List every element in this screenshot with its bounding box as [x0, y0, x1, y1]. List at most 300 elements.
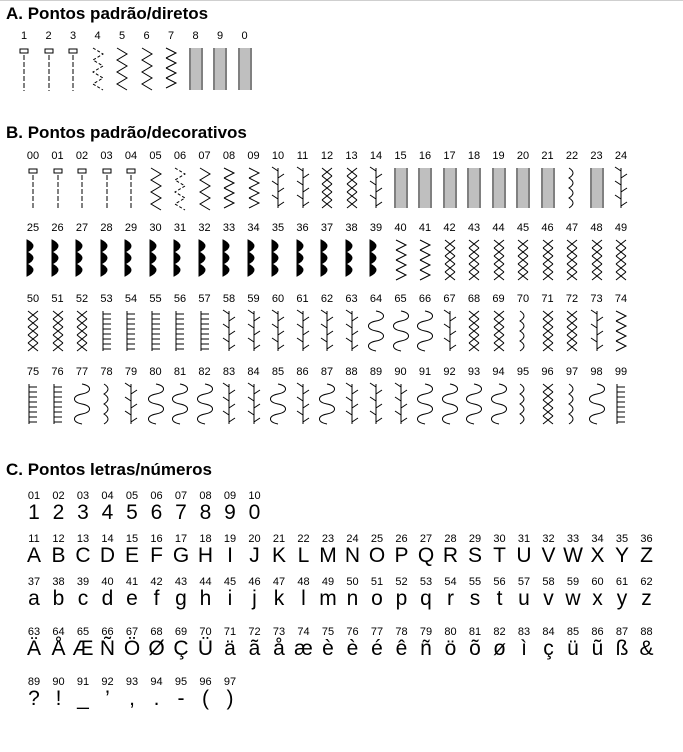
stitch-symbol: [588, 237, 606, 283]
stitch-number-label: 78: [395, 626, 408, 638]
stitch-number-label: 5: [118, 30, 126, 42]
stitch-number-label: 60: [271, 293, 285, 305]
stitch-number-label: 49: [321, 576, 335, 588]
stitch-number-label: 18: [199, 533, 212, 545]
stitch-symbol: [539, 165, 557, 211]
stitch-number-label: 25: [26, 222, 40, 234]
stitch-symbol: [367, 381, 385, 427]
stitch-number-label: 3: [69, 30, 77, 42]
letter-stitch-glyph: u: [518, 587, 530, 610]
letter-stitch-glyph: W: [563, 544, 583, 567]
stitch-number-label: 80: [444, 626, 457, 638]
stitch-number-label: 84: [542, 626, 555, 638]
stitch-number-label: 54: [444, 576, 457, 588]
stitch-number-label: 34: [247, 222, 260, 234]
stitch-number-label: 79: [124, 366, 138, 378]
stitch-number-label: 15: [394, 150, 407, 162]
letter-stitch-glyph: ä: [224, 637, 236, 660]
stitch-number-label: 0: [241, 30, 248, 42]
stitch-symbol: [73, 237, 91, 283]
letter-stitch-glyph: ü: [567, 637, 579, 660]
stitch-number-label: 80: [149, 366, 162, 378]
letter-stitch-glyph: J: [249, 544, 260, 567]
stitch-symbol: [211, 45, 229, 93]
stitch-symbol: [122, 237, 140, 283]
stitch-number-label: 7: [167, 30, 175, 42]
stitch-symbol: [465, 308, 483, 354]
stitch-symbol: [563, 381, 581, 427]
stitch-symbol: [465, 381, 483, 427]
stitch-number-label: 45: [223, 576, 237, 588]
stitch-symbol: [343, 308, 361, 354]
stitch-symbol: [294, 308, 312, 354]
letter-stitch-glyph: m: [319, 587, 337, 610]
stitch-symbol: [196, 308, 214, 354]
stitch-symbol: [147, 165, 165, 211]
stitch-symbol: [220, 237, 238, 283]
stitch-number-label: 06: [150, 490, 163, 502]
stitch-number-label: 87: [615, 626, 629, 638]
stitch-number-label: 56: [493, 576, 506, 588]
letter-stitch-glyph: ): [226, 687, 234, 710]
stitch-number-label: 41: [125, 576, 139, 588]
stitch-symbol: [416, 165, 434, 211]
stitch-number-label: 46: [248, 576, 261, 588]
stitch-number-label: 10: [271, 150, 285, 162]
stitch-symbol: [245, 165, 263, 211]
stitch-number-label: 23: [590, 150, 603, 162]
letter-stitch-glyph: !: [55, 687, 62, 710]
stitch-number-label: 87: [320, 366, 334, 378]
stitch-symbol: [343, 381, 361, 427]
stitch-number-label: 25: [370, 533, 384, 545]
stitch-symbol: [392, 165, 410, 211]
stitch-symbol: [367, 237, 385, 283]
stitch-number-label: 28: [444, 533, 457, 545]
stitch-number-label: 20: [516, 150, 530, 162]
stitch-number-label: 03: [100, 150, 113, 162]
stitch-symbol: [416, 308, 434, 354]
stitch-symbol: [269, 381, 287, 427]
stitch-number-label: 49: [614, 222, 628, 234]
stitch-number-label: 70: [199, 626, 212, 638]
stitch-symbol: [539, 237, 557, 283]
stitch-number-label: 18: [467, 150, 481, 162]
stitch-number-label: 74: [614, 293, 628, 305]
letter-stitch-glyph: ,: [129, 687, 135, 710]
stitch-symbol: [171, 165, 189, 211]
stitch-number-label: 29: [468, 533, 482, 545]
stitch-symbol: [343, 165, 361, 211]
stitch-symbol: [318, 237, 336, 283]
stitch-number-label: 53: [419, 576, 433, 588]
stitch-symbol: [563, 237, 581, 283]
letter-stitch-glyph: g: [175, 587, 187, 610]
stitch-number-label: 92: [443, 366, 456, 378]
stitch-number-label: 59: [247, 293, 260, 305]
stitch-number-label: 35: [271, 222, 285, 234]
stitch-symbol: [245, 381, 263, 427]
letter-stitch-glyph: Ø: [148, 637, 165, 660]
stitch-number-label: 16: [418, 150, 432, 162]
stitch-number-label: 46: [541, 222, 554, 234]
stitch-number-label: 58: [222, 293, 236, 305]
stitch-symbol: [588, 165, 606, 211]
stitch-symbol: [269, 165, 287, 211]
letter-stitch-glyph: ã: [248, 637, 261, 660]
letter-stitch-glyph: D: [99, 544, 116, 567]
stitch-symbol: [392, 381, 410, 427]
letter-stitch-glyph: õ: [469, 637, 481, 660]
stitch-number-label: 88: [345, 366, 358, 378]
stitch-number-label: 30: [149, 222, 162, 234]
letter-stitch-glyph: x: [592, 587, 603, 610]
stitch-symbol: [245, 237, 263, 283]
stitch-symbol: [98, 165, 116, 211]
stitch-symbol: [490, 237, 508, 283]
stitch-number-label: 62: [320, 293, 334, 305]
stitch-symbol: [416, 237, 434, 283]
stitch-number-label: 94: [150, 676, 163, 688]
stitch-number-label: 97: [223, 676, 237, 688]
stitch-number-label: 69: [492, 293, 505, 305]
stitch-number-label: 99: [614, 366, 628, 378]
letter-stitch-glyph: ũ: [591, 637, 604, 660]
letter-stitch-glyph: Ç: [173, 637, 189, 660]
letter-stitch-glyph: a: [28, 587, 40, 610]
letter-stitch-glyph: A: [26, 544, 41, 567]
letter-stitch-glyph: .: [153, 687, 160, 710]
stitch-number-label: 67: [443, 293, 456, 305]
top-divider: [0, 0, 683, 1]
stitch-symbol: [269, 237, 287, 283]
letter-stitch-glyph: å: [273, 637, 285, 660]
letter-stitch-glyph: Y: [614, 544, 629, 567]
section-c-title: C. Pontos letras/números: [6, 460, 212, 479]
stitch-number-label: 33: [566, 533, 580, 545]
stitch-symbol: [196, 381, 214, 427]
stitch-number-label: 31: [173, 222, 187, 234]
stitch-number-label: 96: [541, 366, 554, 378]
stitch-number-label: 13: [76, 533, 90, 545]
stitch-symbol: [539, 381, 557, 427]
stitch-number-label: 65: [76, 626, 90, 638]
stitch-number-label: 77: [75, 366, 89, 378]
letter-stitch-glyph: j: [252, 587, 257, 610]
letter-stitch-glyph: 1: [28, 501, 40, 524]
stitch-symbol: [441, 237, 459, 283]
letter-stitch-glyph: K: [271, 544, 286, 567]
stitch-symbol: [122, 381, 140, 427]
stitch-symbol: [162, 45, 180, 93]
stitch-number-label: 63: [27, 626, 41, 638]
stitch-number-label: 64: [369, 293, 383, 305]
stitch-symbol: [416, 381, 434, 427]
stitch-number-label: 00: [26, 150, 40, 162]
letter-stitch-glyph: c: [77, 587, 89, 610]
stitch-symbol: [171, 381, 189, 427]
stitch-number-label: 52: [395, 576, 408, 588]
stitch-symbol: [15, 45, 33, 93]
stitch-number-label: 83: [222, 366, 236, 378]
letter-stitch-glyph: Æ: [72, 637, 94, 660]
stitch-number-label: 61: [296, 293, 309, 305]
stitch-number-label: 26: [395, 533, 408, 545]
stitch-number-label: 59: [566, 576, 580, 588]
stitch-number-label: 12: [320, 150, 334, 162]
stitch-number-label: 81: [468, 626, 482, 638]
stitch-number-label: 50: [26, 293, 40, 305]
stitch-number-label: 14: [369, 150, 383, 162]
stitch-symbol: [441, 165, 459, 211]
stitch-symbol: [147, 237, 165, 283]
stitch-number-label: 66: [101, 626, 114, 638]
stitch-symbol: [514, 165, 532, 211]
letter-stitch-glyph: e: [126, 587, 138, 610]
letter-stitch-glyph: p: [395, 587, 408, 610]
stitch-number-label: 22: [565, 150, 579, 162]
letter-stitch-glyph: E: [124, 544, 139, 567]
stitch-number-label: 20: [248, 533, 261, 545]
letter-stitch-glyph: B: [51, 544, 66, 567]
letter-stitch-glyph: s: [469, 587, 481, 610]
letter-stitch-glyph: è: [322, 637, 334, 660]
stitch-number-label: 72: [565, 293, 579, 305]
letter-stitch-glyph: S: [467, 544, 482, 567]
letter-stitch-glyph: k: [273, 587, 285, 610]
stitch-number-label: 61: [615, 576, 629, 588]
letter-stitch-glyph: H: [197, 544, 214, 567]
letter-stitch-glyph: _: [77, 687, 89, 710]
stitch-number-label: 69: [174, 626, 188, 638]
stitch-number-label: 77: [370, 626, 384, 638]
letter-stitch-glyph: ø: [493, 637, 506, 660]
letter-stitch-glyph: C: [75, 544, 91, 567]
stitch-number-label: 54: [124, 293, 138, 305]
stitch-symbol: [24, 308, 42, 354]
stitch-number-label: 36: [640, 533, 653, 545]
stitch-symbol: [441, 381, 459, 427]
letter-stitch-glyph: ö: [444, 637, 457, 660]
stitch-symbol: [465, 237, 483, 283]
stitch-symbol: [98, 381, 116, 427]
stitch-symbol: [588, 308, 606, 354]
stitch-number-label: 23: [321, 533, 335, 545]
section-a-title: A. Pontos padrão/diretos: [6, 4, 209, 23]
stitch-number-label: 95: [516, 366, 530, 378]
stitch-number-label: 4: [94, 30, 101, 42]
stitch-number-label: 24: [346, 533, 359, 545]
letter-stitch-glyph: 7: [175, 501, 187, 524]
stitch-number-label: 58: [542, 576, 555, 588]
letter-stitch-glyph: ?: [28, 687, 40, 710]
letter-stitch-glyph: t: [496, 587, 503, 610]
stitch-number-label: 02: [75, 150, 89, 162]
stitch-symbol: [490, 381, 508, 427]
stitch-number-label: 60: [591, 576, 604, 588]
stitch-number-label: 13: [345, 150, 358, 162]
letter-stitch-glyph: F: [150, 544, 163, 567]
stitch-symbol: [147, 308, 165, 354]
stitch-number-label: 81: [173, 366, 187, 378]
stitch-number-label: 11: [296, 150, 309, 162]
stitch-symbol: [563, 308, 581, 354]
letter-stitch-glyph: Z: [640, 544, 653, 567]
stitch-symbol: [122, 165, 140, 211]
stitch-number-label: 34: [591, 533, 604, 545]
stitch-symbol: [147, 381, 165, 427]
stitch-number-label: 2: [45, 30, 52, 42]
letter-stitch-glyph: o: [371, 587, 383, 610]
stitch-number-label: 51: [370, 576, 384, 588]
letter-stitch-glyph: I: [227, 544, 233, 567]
stitch-number-label: 36: [296, 222, 309, 234]
stitch-number-label: 06: [173, 150, 187, 162]
letter-stitch-glyph: 4: [101, 501, 114, 524]
stitch-number-label: 31: [517, 533, 531, 545]
letter-stitch-glyph: ß: [615, 637, 629, 660]
stitch-number-label: 09: [247, 150, 260, 162]
stitch-number-label: 44: [199, 576, 212, 588]
stitch-symbol: [236, 45, 254, 93]
stitch-number-label: 55: [149, 293, 162, 305]
stitch-symbol: [49, 381, 67, 427]
letter-stitch-glyph: P: [394, 544, 409, 567]
letter-stitch-glyph: r: [447, 587, 454, 610]
stitch-number-label: 01: [27, 490, 41, 502]
stitch-number-label: 94: [492, 366, 505, 378]
stitch-number-label: 48: [590, 222, 603, 234]
stitch-number-label: 96: [199, 676, 212, 688]
stitch-symbol: [171, 308, 189, 354]
letter-stitch-glyph: Ñ: [99, 637, 116, 660]
letter-stitch-glyph: d: [101, 587, 114, 610]
stitch-number-label: 42: [443, 222, 456, 234]
letter-stitch-glyph: 2: [52, 501, 65, 524]
stitch-number-label: 47: [565, 222, 579, 234]
stitch-number-label: 44: [492, 222, 505, 234]
letter-stitch-glyph: 5: [126, 501, 138, 524]
stitch-number-label: 39: [369, 222, 383, 234]
stitch-number-label: 88: [640, 626, 653, 638]
stitch-number-label: 38: [52, 576, 65, 588]
stitch-symbol: [73, 381, 91, 427]
stitch-number-label: 74: [297, 626, 310, 638]
stitch-symbol: [612, 165, 630, 211]
stitch-number-label: 85: [271, 366, 285, 378]
stitch-number-label: 27: [75, 222, 89, 234]
letter-stitch-glyph: 9: [224, 501, 236, 524]
stitch-symbol: [220, 308, 238, 354]
stitch-number-label: 07: [174, 490, 188, 502]
stitch-symbol: [318, 381, 336, 427]
stitch-number-label: 68: [150, 626, 163, 638]
stitch-number-label: 91: [76, 676, 90, 688]
stitch-number-label: 37: [27, 576, 41, 588]
stitch-symbol: [490, 165, 508, 211]
stitch-number-label: 24: [614, 150, 628, 162]
stitch-number-label: 53: [100, 293, 113, 305]
stitch-number-label: 57: [517, 576, 531, 588]
stitch-number-label: 63: [345, 293, 358, 305]
letter-stitch-glyph: V: [541, 544, 556, 567]
stitch-number-label: 45: [516, 222, 530, 234]
letter-stitch-glyph: R: [442, 544, 459, 567]
letter-stitch-glyph: U: [516, 544, 532, 567]
stitch-number-label: 19: [492, 150, 505, 162]
stitch-number-label: 51: [51, 293, 64, 305]
letter-stitch-glyph: l: [301, 587, 306, 610]
stitch-symbol: [612, 237, 630, 283]
stitch-symbol: [245, 308, 263, 354]
stitch-number-label: 32: [198, 222, 211, 234]
stitch-symbol: [294, 381, 312, 427]
letter-stitch-glyph: Q: [417, 544, 435, 567]
stitch-number-label: 52: [75, 293, 89, 305]
stitch-number-label: 38: [345, 222, 358, 234]
stitch-number-label: 71: [223, 626, 237, 638]
stitch-number-label: 26: [51, 222, 64, 234]
letter-stitch-glyph: 6: [150, 501, 163, 524]
stitch-number-label: 42: [150, 576, 163, 588]
letter-stitch-glyph: i: [227, 587, 233, 610]
stitch-symbol: [367, 165, 385, 211]
stitch-number-label: 89: [27, 676, 41, 688]
stitch-symbol: [73, 308, 91, 354]
stitch-number-label: 62: [640, 576, 653, 588]
stitch-number-label: 17: [443, 150, 456, 162]
stitch-number-label: 35: [615, 533, 629, 545]
stitch-number-label: 65: [394, 293, 407, 305]
stitch-symbol: [49, 165, 67, 211]
stitch-number-label: 76: [51, 366, 64, 378]
stitch-symbol: [187, 45, 205, 93]
stitch-number-label: 12: [52, 533, 65, 545]
stitch-symbol: [113, 45, 131, 93]
stitch-symbol: [49, 237, 67, 283]
stitch-number-label: 6: [143, 30, 150, 42]
stitch-number-label: 43: [467, 222, 481, 234]
stitch-symbol: [318, 308, 336, 354]
stitch-symbol: [64, 45, 82, 93]
letter-stitch-glyph: f: [153, 587, 160, 610]
stitch-number-label: 89: [369, 366, 383, 378]
stitch-symbol: [24, 381, 42, 427]
stitch-number-label: 84: [247, 366, 260, 378]
stitch-symbol: [563, 165, 581, 211]
letter-stitch-glyph: æ: [294, 637, 313, 660]
stitch-number-label: 86: [591, 626, 604, 638]
stitch-number-label: 01: [51, 150, 64, 162]
section-b-title: B. Pontos padrão/decorativos: [6, 123, 247, 142]
stitch-number-label: 43: [174, 576, 188, 588]
stitch-number-label: 1: [20, 30, 28, 42]
letter-stitch-glyph: y: [616, 587, 628, 610]
stitch-symbol: [514, 237, 532, 283]
letter-stitch-glyph: -: [177, 687, 185, 710]
letter-stitch-glyph: ì: [521, 637, 527, 660]
stitch-number-label: 04: [101, 490, 114, 502]
letter-stitch-glyph: q: [420, 587, 432, 610]
stitch-number-label: 29: [124, 222, 138, 234]
letter-stitch-glyph: G: [172, 544, 190, 567]
stitch-number-label: 17: [174, 533, 188, 545]
stitch-number-label: 86: [296, 366, 309, 378]
stitch-symbol: [196, 165, 214, 211]
letter-stitch-glyph: w: [565, 587, 581, 610]
stitch-number-label: 73: [272, 626, 286, 638]
stitch-symbol: [392, 308, 410, 354]
